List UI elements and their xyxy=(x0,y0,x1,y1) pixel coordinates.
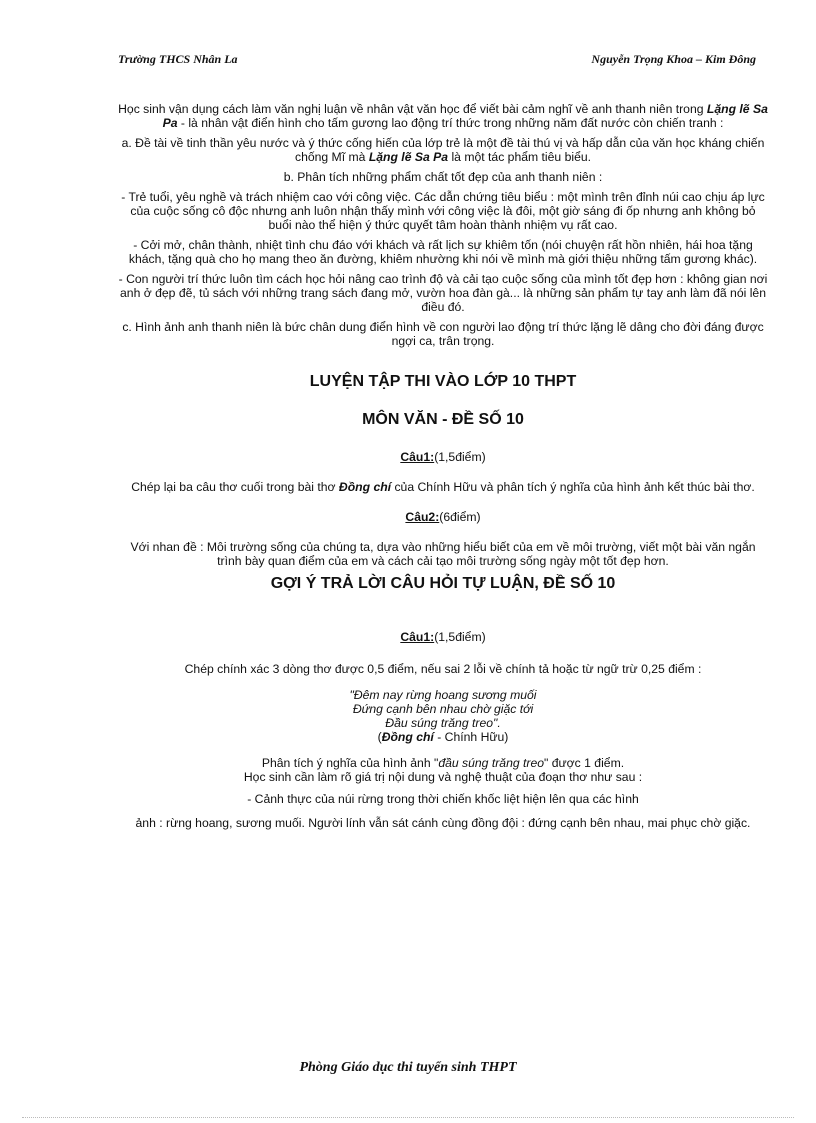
analysis-text: Phân tích ý nghĩa của hình ảnh "đầu súng trăng treo" được 1 điểm. Học sinh cần làm rõ giá trị nội dung và nghệ thuật của đoạn thơ như sau : xyxy=(243,756,643,784)
header-school: Trường THCS Nhân La xyxy=(118,52,238,66)
page-footer: Phòng Giáo dục thi tuyển sinh THPT xyxy=(299,1060,517,1074)
exam-heading: LUYỆN TẬP THI VÀO LỚP 10 THPT xyxy=(309,373,577,390)
poem-title: Đồng chí xyxy=(338,480,392,494)
work-title: Lặng lẽ Sa Pa xyxy=(368,150,449,164)
point-b-1: - Trẻ tuổi, yêu nghề và trách nhiệm cao với công việc. Các dẫn chứng tiêu biểu : một mình trên đỉnh núi cao chịu áp lực của cuộc sống cô độc nhưng anh luôn nhận thấy mình với công việc là đôi, một giờ sáng đi ốp nhưng anh không bỏ buổi nào thể hiện ý thức quyết tâm hoàn thành nhiệm vụ rất cao. xyxy=(121,190,765,232)
point-a: a. Đề tài về tinh thần yêu nước và ý thức cống hiến của lớp trẻ là một đề tài thú vị và hấp dẫn của văn học kháng chiến chống Mĩ mà Lặng lẽ Sa Pa là một tác phẩm tiêu biểu. xyxy=(121,136,765,164)
exam-subheading: MÔN VĂN - ĐỀ SỐ 10 xyxy=(362,411,524,428)
intro-paragraph: Học sinh vận dụng cách làm văn nghị luận về nhân vật văn học để viết bài cảm nghĩ về anh thanh niên trong Lặng lẽ Sa Pa - là nhân vật điển hình cho tấm gương lao động trí thức trong những năm đất nước còn chiến tranh : xyxy=(118,102,768,130)
point-c: c. Hình ảnh anh thanh niên là bức chân dung điển hình về con người lao động trí thức lặng lẽ dâng cho đời đáng được ngợi ca, trân trọng. xyxy=(122,320,764,348)
answer-point-1: - Cảnh thực của núi rừng trong thời chiến khốc liệt hiện lên qua các hình xyxy=(247,792,639,806)
answer-1-text: Chép chính xác 3 dòng thơ được 0,5 điểm, nếu sai 2 lỗi về chính tả hoặc từ ngữ trừ 0,25 điểm : xyxy=(184,662,702,676)
question-1-text: Chép lại ba câu thơ cuối trong bài thơ Đồng chí của Chính Hữu và phân tích ý nghĩa của hình ảnh kết thúc bài thơ. xyxy=(131,480,755,494)
work-title: Lặng lẽ Sa Pa xyxy=(162,102,768,130)
page-header xyxy=(118,52,756,68)
answer-point-2: ảnh : rừng hoang, sương muối. Người lính vẫn sát cánh cùng đồng đội : đứng cạnh bên nhau, mai phục chờ giặc. xyxy=(135,816,751,830)
answer-1-label: Câu1:(1,5điểm) xyxy=(400,630,486,644)
header-author: Nguyễn Trọng Khoa – Kim Đông xyxy=(591,52,756,66)
page-bottom-divider xyxy=(22,1117,794,1118)
point-b-2: - Cởi mở, chân thành, nhiệt tình chu đáo với khách và rất lịch sự khiêm tốn (nói chuyện rất hồn nhiên, hái hoa tặng khách, tặng quà cho họ mang theo ăn đường, khiêm nhường khi nói về mình mà giới thiệu những tấm gương khác). xyxy=(128,238,758,266)
poem-excerpt: "Đêm nay rừng hoang sương muối Đứng cạnh bên nhau chờ giặc tới Đầu súng trăng treo". (Đồng chí - Chính Hữu) xyxy=(118,688,768,744)
question-2-label: Câu2:(6điểm) xyxy=(405,510,481,524)
document-body xyxy=(118,102,768,836)
answer-heading: GỢI Ý TRẢ LỜI CÂU HỎI TỰ LUẬN, ĐỀ SỐ 10 xyxy=(270,575,616,592)
point-b: b. Phân tích những phẩm chất tốt đẹp của anh thanh niên : xyxy=(283,170,603,184)
question-2-text: Với nhan đề : Môi trường sống của chúng ta, dựa vào những hiểu biết của em về môi trường, viết một bài văn ngắn trình bày quan điểm của em và cách cải tạo môi trường sống ngày một tốt đẹp hơn. xyxy=(130,540,756,568)
point-b-3: - Con người trí thức luôn tìm cách học hỏi nâng cao trình độ và cải tạo cuộc sống của mình tốt đẹp hơn : không gian nơi anh ở đẹp đẽ, tủ sách với những trang sách đang mở, vườn hoa đàn gà... là những sản phẩm tự tay anh làm đã nói lên điều đó. xyxy=(118,272,768,314)
question-1-label: Câu1:(1,5điểm) xyxy=(400,450,486,464)
poem-citation: (Đồng chí - Chính Hữu) xyxy=(377,730,509,744)
